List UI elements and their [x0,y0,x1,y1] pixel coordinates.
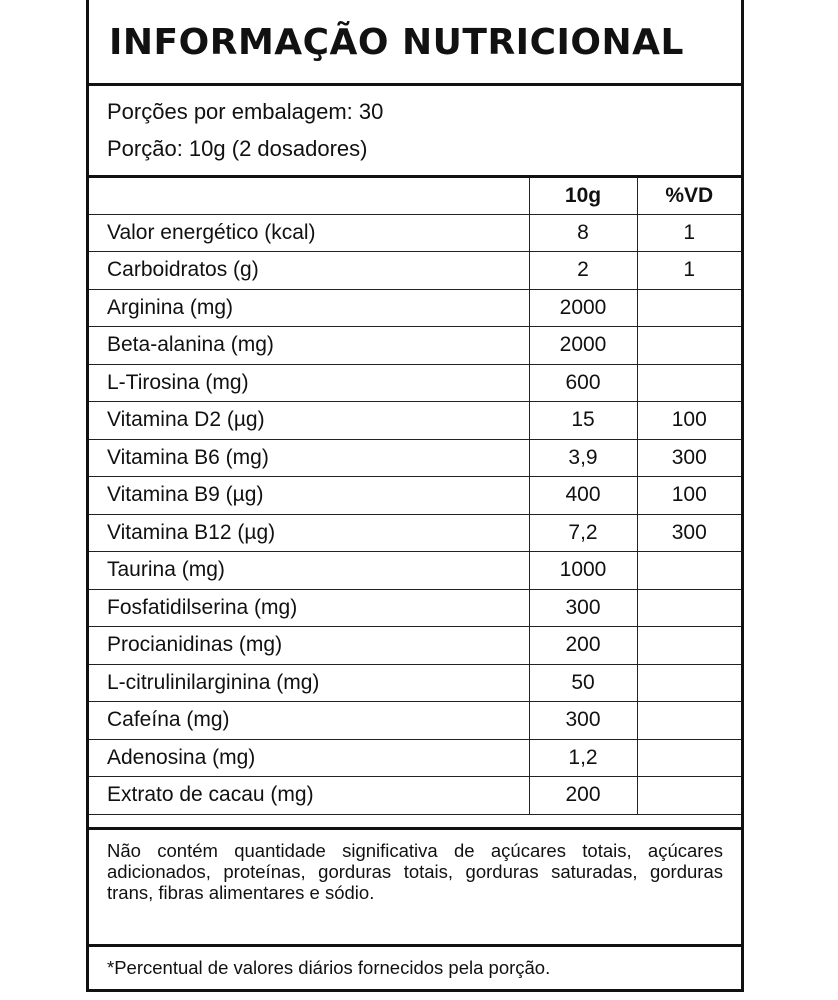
nutrient-name: Vitamina B6 (mg) [89,439,529,477]
header-quantity: 10g [529,177,637,215]
nutrient-quantity: 1,2 [529,739,637,777]
nutrient-daily-value [637,627,741,665]
daily-value-note: *Percentual de valores diários fornecidos pela porção. [107,957,551,978]
nutrient-daily-value [637,327,741,365]
nutrient-quantity: 2000 [529,289,637,327]
nutrient-quantity: 300 [529,702,637,740]
nutrient-name: Taurina (mg) [89,552,529,590]
portions-per-package: Porções por embalagem: 30 [107,99,384,124]
nutrient-name: Carboidratos (g) [89,252,529,290]
label-title: INFORMAÇÃO NUTRICIONAL [89,0,741,86]
table-header-row [89,177,741,215]
nutrition-label [86,0,744,992]
nutrient-daily-value: 300 [637,514,741,552]
nutrient-name: Fosfatidilserina (mg) [89,589,529,627]
table-row [89,589,741,627]
table-row [89,477,741,515]
table-row [89,514,741,552]
nutrient-name: L-Tirosina (mg) [89,364,529,402]
nutrient-name: Arginina (mg) [89,289,529,327]
nutrient-daily-value [637,289,741,327]
nutrient-daily-value [637,364,741,402]
table-row [89,402,741,440]
nutrient-quantity: 2000 [529,327,637,365]
nutrient-daily-value: 100 [637,402,741,440]
nutrient-quantity: 7,2 [529,514,637,552]
nutrient-quantity: 50 [529,664,637,702]
header-nutrient [89,177,529,215]
nutrient-daily-value [637,739,741,777]
nutrient-name: Procianidinas (mg) [89,627,529,665]
nutrient-name: Vitamina B9 (µg) [89,477,529,515]
nutrient-daily-value: 100 [637,477,741,515]
nutrient-name: Extrato de cacau (mg) [89,777,529,815]
nutrient-name: Adenosina (mg) [89,739,529,777]
nutrient-name: Valor energético (kcal) [89,214,529,252]
nutrient-quantity: 200 [529,627,637,665]
nutrition-table [89,175,741,815]
nutrient-quantity: 1000 [529,552,637,590]
nutrient-quantity: 200 [529,777,637,815]
table-row [89,702,741,740]
nutrient-name: L-citrulinilarginina (mg) [89,664,529,702]
table-row [89,777,741,815]
table-row [89,552,741,590]
nutrient-name: Cafeína (mg) [89,702,529,740]
table-row [89,627,741,665]
table-row [89,664,741,702]
nutrient-daily-value: 1 [637,252,741,290]
table-row [89,327,741,365]
nutrient-disclaimer: Não contém quantidade significativa de açúcares totais, açúcares adicionados, proteínas, gorduras totais, gorduras saturadas, gorduras trans, fibras alimentares e sódio. [89,827,741,947]
serving-size: Porção: 10g (2 dosadores) [107,136,368,161]
nutrient-daily-value [637,702,741,740]
nutrient-quantity: 400 [529,477,637,515]
nutrient-daily-value: 300 [637,439,741,477]
nutrient-quantity: 8 [529,214,637,252]
nutrient-name: Vitamina D2 (µg) [89,402,529,440]
nutrient-daily-value [637,664,741,702]
nutrient-quantity: 3,9 [529,439,637,477]
table-row [89,252,741,290]
nutrient-name: Beta-alanina (mg) [89,327,529,365]
header-daily-value: %VD [637,177,741,215]
table-row [89,739,741,777]
nutrient-name: Vitamina B12 (µg) [89,514,529,552]
table-row [89,214,741,252]
nutrient-quantity: 300 [529,589,637,627]
nutrient-daily-value [637,552,741,590]
table-row [89,439,741,477]
nutrient-daily-value [637,589,741,627]
nutrient-quantity: 600 [529,364,637,402]
table-row [89,289,741,327]
nutrient-daily-value [637,777,741,815]
portions-section [89,86,741,175]
table-row [89,364,741,402]
nutrient-quantity: 2 [529,252,637,290]
nutrient-daily-value: 1 [637,214,741,252]
nutrient-quantity: 15 [529,402,637,440]
